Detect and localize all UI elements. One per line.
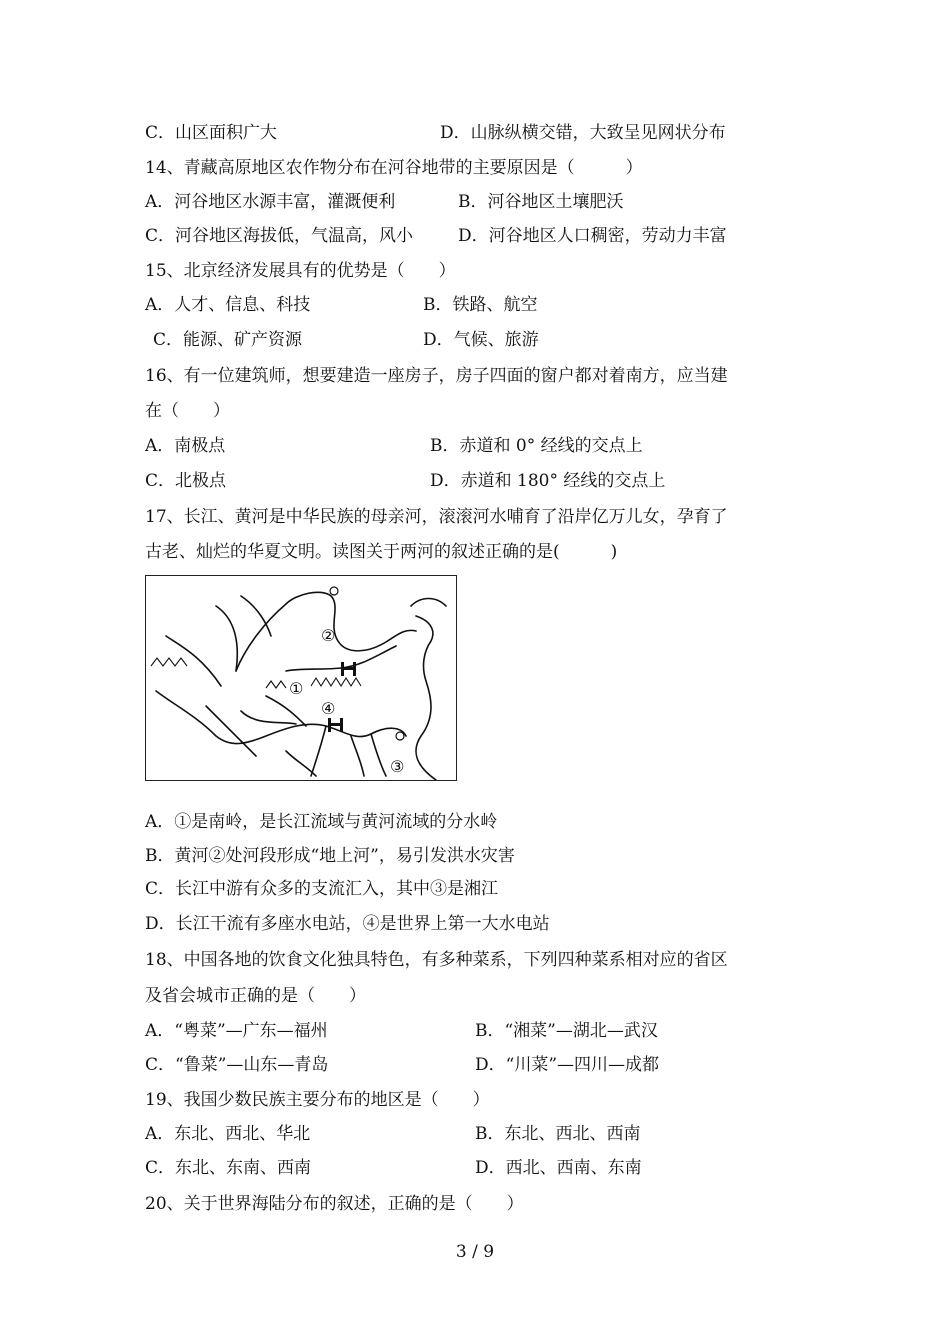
q17-stem-line1: 17、长江、黄河是中华民族的母亲河，滚滚河水哺育了沿岸亿万儿女，孕育了: [145, 507, 728, 527]
q19-stem: 19、我国少数民族主要分布的地区是（ ）: [145, 1090, 490, 1110]
q18-stem-line2: 及省会城市正确的是（ ）: [145, 986, 366, 1006]
q13-option-d: D．山脉纵横交错，大致呈见网状分布: [440, 123, 726, 143]
map-label-four: ④: [321, 699, 336, 718]
q16-option-b: B．赤道和 0° 经线的交点上: [430, 436, 643, 456]
q17-option-c: C．长江中游有众多的支流汇入，其中③是湘江: [145, 879, 499, 899]
q17-option-a: A．①是南岭，是长江流域与黄河流域的分水岭: [145, 812, 498, 832]
q16-stem-line1: 16、有一位建筑师，想要建造一座房子，房子四面的窗户都对着南方，应当建: [145, 366, 728, 386]
q14-option-d: D．河谷地区人口稠密，劳动力丰富: [458, 226, 727, 246]
map-label-three: ③: [390, 757, 405, 776]
q20-stem: 20、关于世界海陆分布的叙述，正确的是（ ）: [145, 1194, 524, 1214]
q16-stem-line2: 在（ ）: [145, 401, 230, 421]
q18-option-a: A．“粤菜”—广东—福州: [145, 1021, 328, 1041]
q17-option-d: D．长江干流有多座水电站，④是世界上第一大水电站: [145, 914, 550, 934]
rivers-map-figure: [145, 575, 457, 781]
yangtze-river: [156, 691, 406, 744]
q17-stem-line2: 古老、灿烂的华夏文明。读图关于两河的叙述正确的是( ): [145, 542, 618, 562]
q14-option-c: C．河谷地区海拔低，气温高，风小: [145, 226, 414, 246]
q15-option-a: A．人才、信息、科技: [145, 295, 311, 315]
map-label-one: ①: [289, 679, 304, 698]
q14-option-b: B．河谷地区土壤肥沃: [458, 192, 624, 212]
q18-option-c: C．“鲁菜”—山东—青岛: [145, 1055, 329, 1075]
rivers-map: [146, 576, 456, 780]
q18-option-d: D．“川菜”—四川—成都: [475, 1055, 660, 1075]
q19-option-a: A．东北、西北、华北: [145, 1124, 311, 1144]
q17-option-b: B．黄河②处河段形成“地上河”，易引发洪水灾害: [145, 846, 515, 866]
q18-option-b: B．“湘菜”—湖北—武汉: [475, 1021, 658, 1041]
q13-option-c: C．山区面积广大: [145, 123, 278, 143]
q15-stem: 15、北京经济发展具有的优势是（ ）: [145, 261, 456, 281]
q14-stem: 14、青藏高原地区农作物分布在河谷地带的主要原因是（ ）: [145, 158, 643, 178]
q19-option-c: C．东北、东南、西南: [145, 1158, 312, 1178]
q16-option-c: C．北极点: [145, 471, 227, 491]
q19-option-b: B．东北、西北、西南: [475, 1124, 641, 1144]
page-number: 3 / 9: [455, 1242, 495, 1262]
q15-option-b: B．铁路、航空: [423, 295, 538, 315]
q19-option-d: D．西北、西南、东南: [475, 1158, 642, 1178]
q18-stem-line1: 18、中国各地的饮食文化独具特色，有多种菜系，下列四种菜系相对应的省区: [145, 950, 728, 970]
q16-option-a: A．南极点: [145, 436, 226, 456]
map-label-two: ②: [321, 626, 336, 645]
q15-option-d: D．气候、旅游: [423, 330, 539, 350]
q16-option-d: D．赤道和 180° 经线的交点上: [430, 471, 666, 491]
q15-option-c: C．能源、矿产资源: [153, 330, 303, 350]
q14-option-a: A．河谷地区水源丰富，灌溉便利: [145, 192, 396, 212]
